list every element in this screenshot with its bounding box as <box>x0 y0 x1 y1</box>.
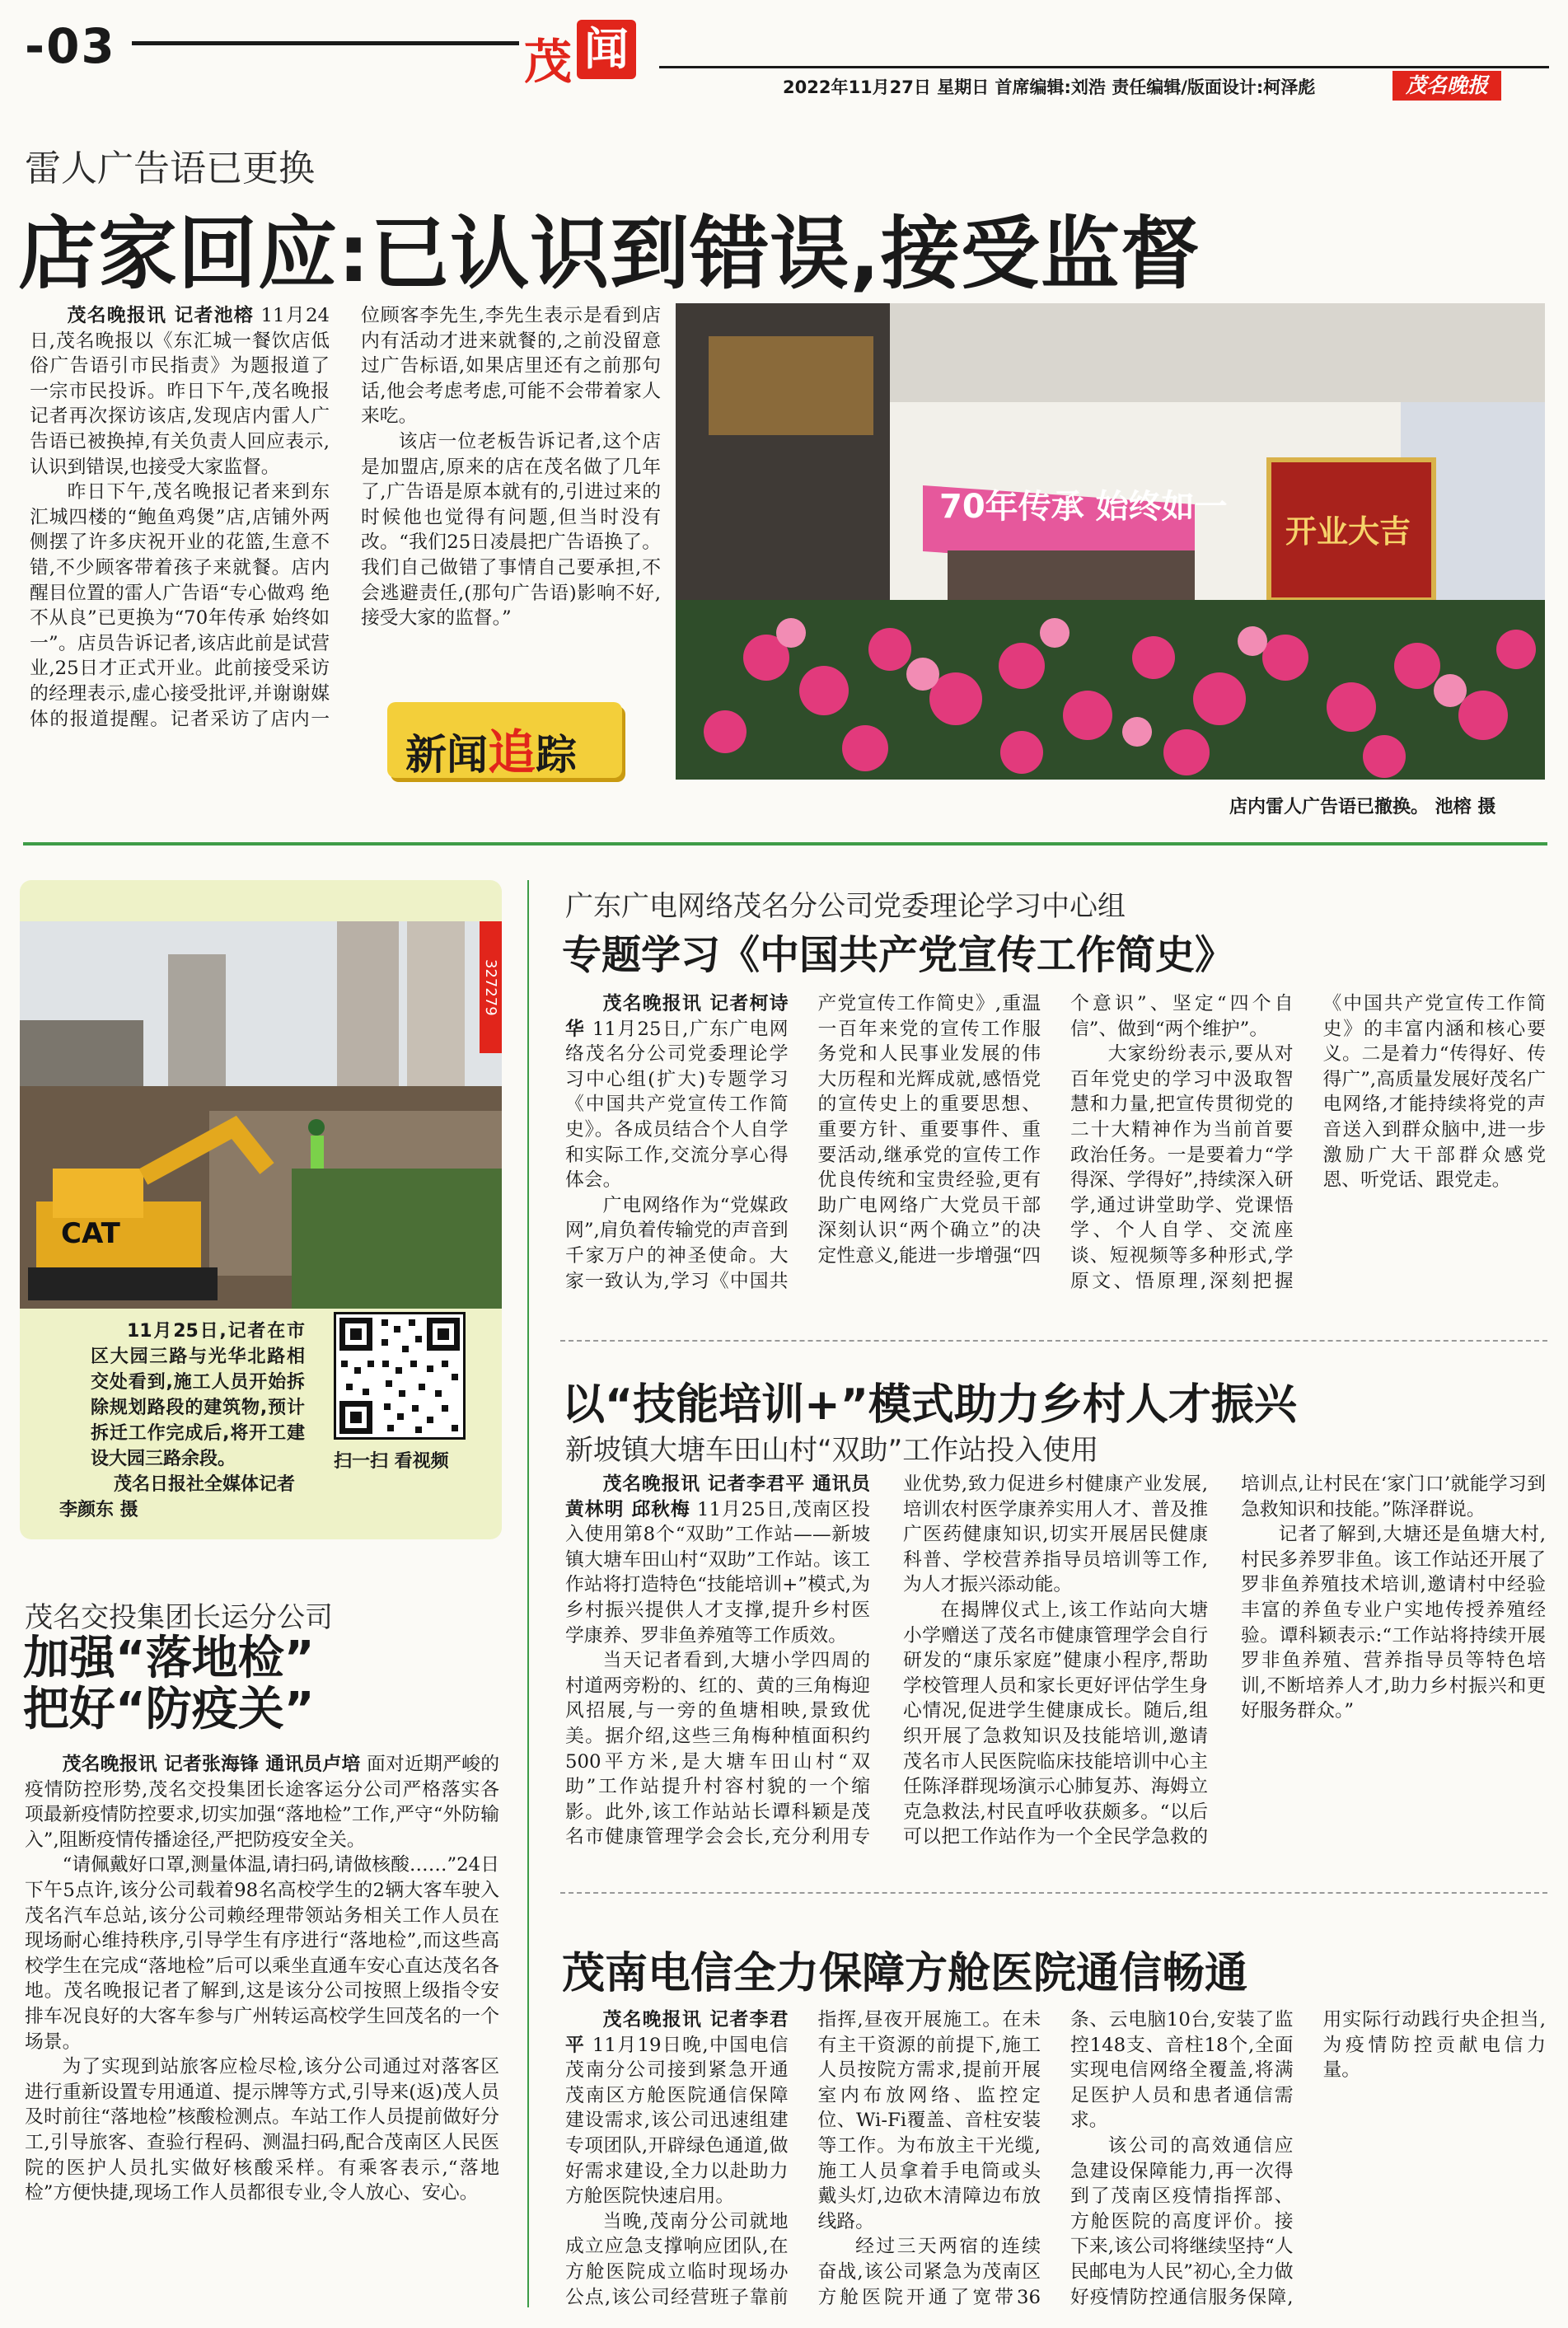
a6-p1: 11月19日晚,中国电信茂南分公司接到紧急开通茂南区方舱医院通信保障建设需求,该公司迅速组建专项团队,开辟绿色通道,做好需求建设,全力以赴助力方舱医院快速启用。 <box>565 2034 789 2208</box>
divider-2 <box>560 1340 1547 1342</box>
a6-p3: 经过三天两宿的连续奋战,该公司紧急为茂南区方舱医院开通了宽带36条、云电脑10台,安装了监控148支、音柱18个,全面实现电信网络全覆盖,将满足医护人员和患者通信需求。 <box>817 2009 1294 2308</box>
sign-70-years: 70年传承 始终如一 <box>939 488 1228 526</box>
badge-word-chase: 追 <box>488 724 536 780</box>
a5-byline: 茂名晚报讯 记者李君平 通讯员黄林明 邱秋梅 <box>565 1473 870 1520</box>
a1-p1: 11月24日,茂名晚报以《东汇城一餐饮店低俗广告语引市民指责》为题报道了一宗市民投诉。昨日下午,茂名晚报记者再次探访该店,发现店内雷人广告语已被换掉,有关负责人回应表示,认识到错误,也接受大家监督。 <box>30 305 330 478</box>
header-rule-left <box>132 41 519 45</box>
a2-qr-code[interactable] <box>334 1312 466 1440</box>
news-track-badge <box>387 702 622 778</box>
section-char-mao: 茂 <box>524 34 573 90</box>
a2-photo-side-label: 327279 <box>480 921 502 1053</box>
a1-headline: 店家回应:已认识到错误,接受监督 <box>18 208 1201 300</box>
dateline: 2022年11月27日 星期日 首席编辑:刘浩 责任编辑/版面设计:柯泽彪 <box>783 77 1316 97</box>
a6-byline: 茂名晚报讯 记者李君平 <box>565 2009 789 2056</box>
a4-p2: 广电网络作为“党媒政网”,肩负着传输党的声音到千家万户的神圣使命。大家一致认为,学习《中国共产党宣传工作简史》,重温一百年来党的宣传工作服务党和人民事业发展的伟大历程和光辉成就,感悟党的宣传史上的重要思想、重要方针、重要事件、重要活动,继承党的宣传工作优良传统和宝贵经验,更有助广电网络广大党员干部深刻认识“两个确立”的决定性意义,能进一步增强“四个意识”、坚定“四个自信”、做到“两个维护”。 <box>565 993 1294 1292</box>
a4-byline: 茂名晚报讯 记者柯诗华 <box>565 993 789 1040</box>
a1-p2: 昨日下午,茂名晚报记者来到东汇城四楼的“鲍鱼鸡煲”店,店铺外两侧摆了许多庆祝开业的花篮,生意不错,不少顾客带着孩子来就餐。店内醒目位置的雷人广告语“专心做鸡 绝不从良”已更换为“70年传承 始终如一”。店员告诉记者,该店此前是试营业,25日才正式开业。此前接受采访的经理表示,虚心接受批评,并谢谢媒体的报道提醒。记者采访了店内一位顾客李先生,李先生表示是看到店内有活动才进来就餐的,之前没留意过广告标语,如果店里还有之前那句话,他会考虑考虑,可能不会带着家人来吃。 <box>30 305 661 730</box>
a1-byline: 茂名晚报讯 记者池榕 <box>67 305 254 326</box>
a4-headline: 专题学习《中国共产党宣传工作简史》 <box>562 932 1235 978</box>
a2-caption: 11月25日,记者在市区大园三路与光华北路相交处看到,施工人员开始拆除规划路段的建筑物,预计拆迁工作完成后,将开工建设大园三路余段。 <box>91 1321 305 1469</box>
a5-body <box>565 1472 1546 1863</box>
a6-headline: 茂南电信全力保障方舱医院通信畅通 <box>562 1949 1248 1998</box>
a6-p4: 该公司的高效通信应急建设保障能力,再一次得到了茂南区疫情指挥部、方舱医院的高度评价。接下来,该公司将继续坚持“人民邮电为人民”初心,全力做好疫情防控通信服务保障,用实际行动践行央企担当,为疫情防控贡献电信力量。 <box>1070 2009 1546 2308</box>
a1-p3: 该店一位老板告诉记者,这个店是加盟店,原来的店在茂名做了几年了,广告语是原本就有的,引进过来的时候他也觉得有问题,但当时没有改。“我们25日凌晨把广告语换了。我们自己做错了事情自己要承担,不会逃避责任,(那句广告语)影响不好,接受大家的监督。” <box>361 430 661 630</box>
a5-headline: 以“技能培训+”模式助力乡村人才振兴 <box>562 1380 1297 1430</box>
section-char-wen: 闻 <box>577 20 636 79</box>
a5-p4: 记者了解到,大塘还是鱼塘大村,村民多养罗非鱼。该工作站还开展了罗非鱼养殖技术培训,邀请村中经验丰富的养鱼专业户实地传授养殖经验。谭科颖表示:“工作站将持续开展罗非鱼养殖、营养指导员等特色培训,不断培养人才,助力乡村振兴和更好服务群众。” <box>1241 1524 1546 1722</box>
badge-word-trace: 踪 <box>536 731 578 779</box>
divider-3 <box>560 1892 1547 1894</box>
a4-p1: 11月25日,广东广电网络茂名分公司党委理论学习中心组(扩大)专题学习《中国共产党宣传工作简史》。各成员结合个人自学和实际工作,交流分享心得体会。 <box>565 1018 789 1192</box>
a3-p2: “请佩戴好口罩,测量体温,请扫码,请做核酸……”24日下午5点许,该分公司载着98名高校学生的2辆大客车驶入茂名汽车总站,该分公司赖经理带领站务相关工作人员在现场耐心维持秩序,引导学生有序进行“落地检”,而这些高校学生在完成“落地检”后可以乘坐直通车安心直达茂名各地。茂名晚报记者了解到,这是该分公司按照上级指令安排车况良好的大客车参与广州转运高校学生回茂名的一个场景。 <box>25 1854 499 2053</box>
divider-vertical <box>527 880 529 2307</box>
demolition-photo-drawing <box>20 921 502 1309</box>
a3-kicker: 茂名交投集团长运分公司 <box>25 1601 333 1634</box>
a3-headline-line1: 加强“落地检” <box>23 1632 315 1685</box>
restaurant-photo-drawing <box>676 303 1545 780</box>
header-rule-right <box>659 66 1549 68</box>
a5-subhead: 新坡镇大塘车田山村“双助”工作站投入使用 <box>565 1434 1099 1467</box>
a3-p1: 面对近期严峻的疫情防控形势,茂名交投集团长途客运分公司严格落实各项最新疫情防控要求,切实加强“落地检”工作,严守“外防输入”,阻断疫情传播途径,严把防疫安全关。 <box>25 1754 500 1851</box>
badge-word-news: 新闻 <box>405 731 488 779</box>
qr-code-icon <box>336 1314 463 1437</box>
a4-body <box>565 991 1546 1306</box>
a3-p3: 为了实现到站旅客应检尽检,该分公司通过对落客区进行重新设置专用通道、提示牌等方式,引导来(返)茂人员及时前往“落地检”核酸检测点。车站工作人员提前做好分工,引导旅客、查验行程码、测温扫码,配合茂南区人民医院的医护人员扎实做好核酸采样。有乘客表示,“落地检”方便快捷,现场工作人员都很专业,令人放心、安心。 <box>25 2056 499 2204</box>
sign-opening: 开业大吉 <box>1285 513 1411 550</box>
a2-photo-demolition <box>20 921 502 1309</box>
page-number: -03 <box>25 18 116 74</box>
a1-photo-caption: 店内雷人广告语已撤换。 池榕 摄 <box>1229 797 1496 817</box>
divider-1 <box>23 842 1547 845</box>
a1-body <box>30 303 661 744</box>
a3-body <box>25 1752 499 2206</box>
a5-p1: 11月25日,茂南区投入使用第8个“双助”工作站——新坡镇大塘车田山村“双助”工作站。该工作站将打造特色“技能培训+”模式,为乡村振兴提供人才支撑,提升乡村医学康养、罗非鱼养殖等工作质效。 <box>565 1498 871 1646</box>
a3-byline: 茂名晚报讯 记者张海锋 通讯员卢培 <box>62 1754 361 1775</box>
a1-photo-restaurant <box>676 303 1545 780</box>
masthead-logo: 茂名晚报 <box>1392 71 1501 101</box>
a1-kicker: 雷人广告语已更换 <box>25 148 315 190</box>
a4-p3: 大家纷纷表示,要从对百年党史的学习中汲取智慧和力量,把宣传贯彻党的二十大精神作为当前首要政治任务。一是要着力“学得深、学得好”,持续深入研学,通过讲堂助学、党课悟学、个人自学、交流座谈、短视频等多种形式,学原文、悟原理,深刻把握《中国共产党宣传工作简史》的丰富内涵和核心要义。二是着力“传得好、传得广”,高质量发展好茂名广电网络,才能持续将党的声音送入到群众脑中,进一步激励广大干部群众感党恩、听党话、跟党走。 <box>1070 993 1546 1292</box>
a2-credit: 茂名日报社全媒体记者李颜东 摄 <box>59 1474 296 1520</box>
a5-p3: 在揭牌仪式上,该工作站向大塘小学赠送了茂名市健康管理学会自行研发的“康乐家庭”健康小程序,帮助学校管理人员和家长更好评估学生身心情况,促进学生健康成长。随后,组织开展了急救知识及技能培训,邀请茂名市人民医院临床技能培训中心主任陈泽群现场演示心肺复苏、海姆立克急救法,村民直呼收获颇多。“以后可以把工作站作为一个全民学急救的培训点,让村民在‘家门口’就能学习到急救知识和技能。”陈泽群说。 <box>903 1473 1546 1848</box>
a6-p2: 当晚,茂南分公司就地成立应急支撑响应团队,在方舱医院成立临时现场办公点,该公司经营班子靠前指挥,昼夜开展施工。在未有主干资源的前提下,施工人员按院方需求,提前开展室内布放网络、监控定位、Wi-Fi覆盖、音柱安装等工作。为布放主干光缆,施工人员拿着手电筒或头戴头灯,边砍木清障边布放线路。 <box>565 2009 1041 2308</box>
excavator-brand-mark: CAT <box>61 1217 120 1250</box>
a6-body <box>565 2007 1546 2321</box>
a4-kicker: 广东广电网络茂名分公司党委理论学习中心组 <box>565 890 1126 923</box>
a3-headline-line2: 把好“防疫关” <box>23 1683 315 1736</box>
a3-headline <box>23 1633 315 1735</box>
a5-p2: 当天记者看到,大塘小学四周的村道两旁粉的、红的、黄的三角梅迎风招展,与一旁的鱼塘相映,景致优美。据介绍,这些三角梅种植面积约500平方米,是大塘车田山村“双助”工作站提升村容村貌的一个缩影。此外,该工作站站长谭科颖是茂名市健康管理学会会长,充分利用专业优势,致力促进乡村健康产业发展,培训农村医学康养实用人才、普及推广医药健康知识,切实开展居民健康科普、学校营养指导员培训等工作,为人才振兴添动能。 <box>565 1473 1208 1848</box>
a2-qr-label: 扫一扫 看视频 <box>334 1451 449 1472</box>
